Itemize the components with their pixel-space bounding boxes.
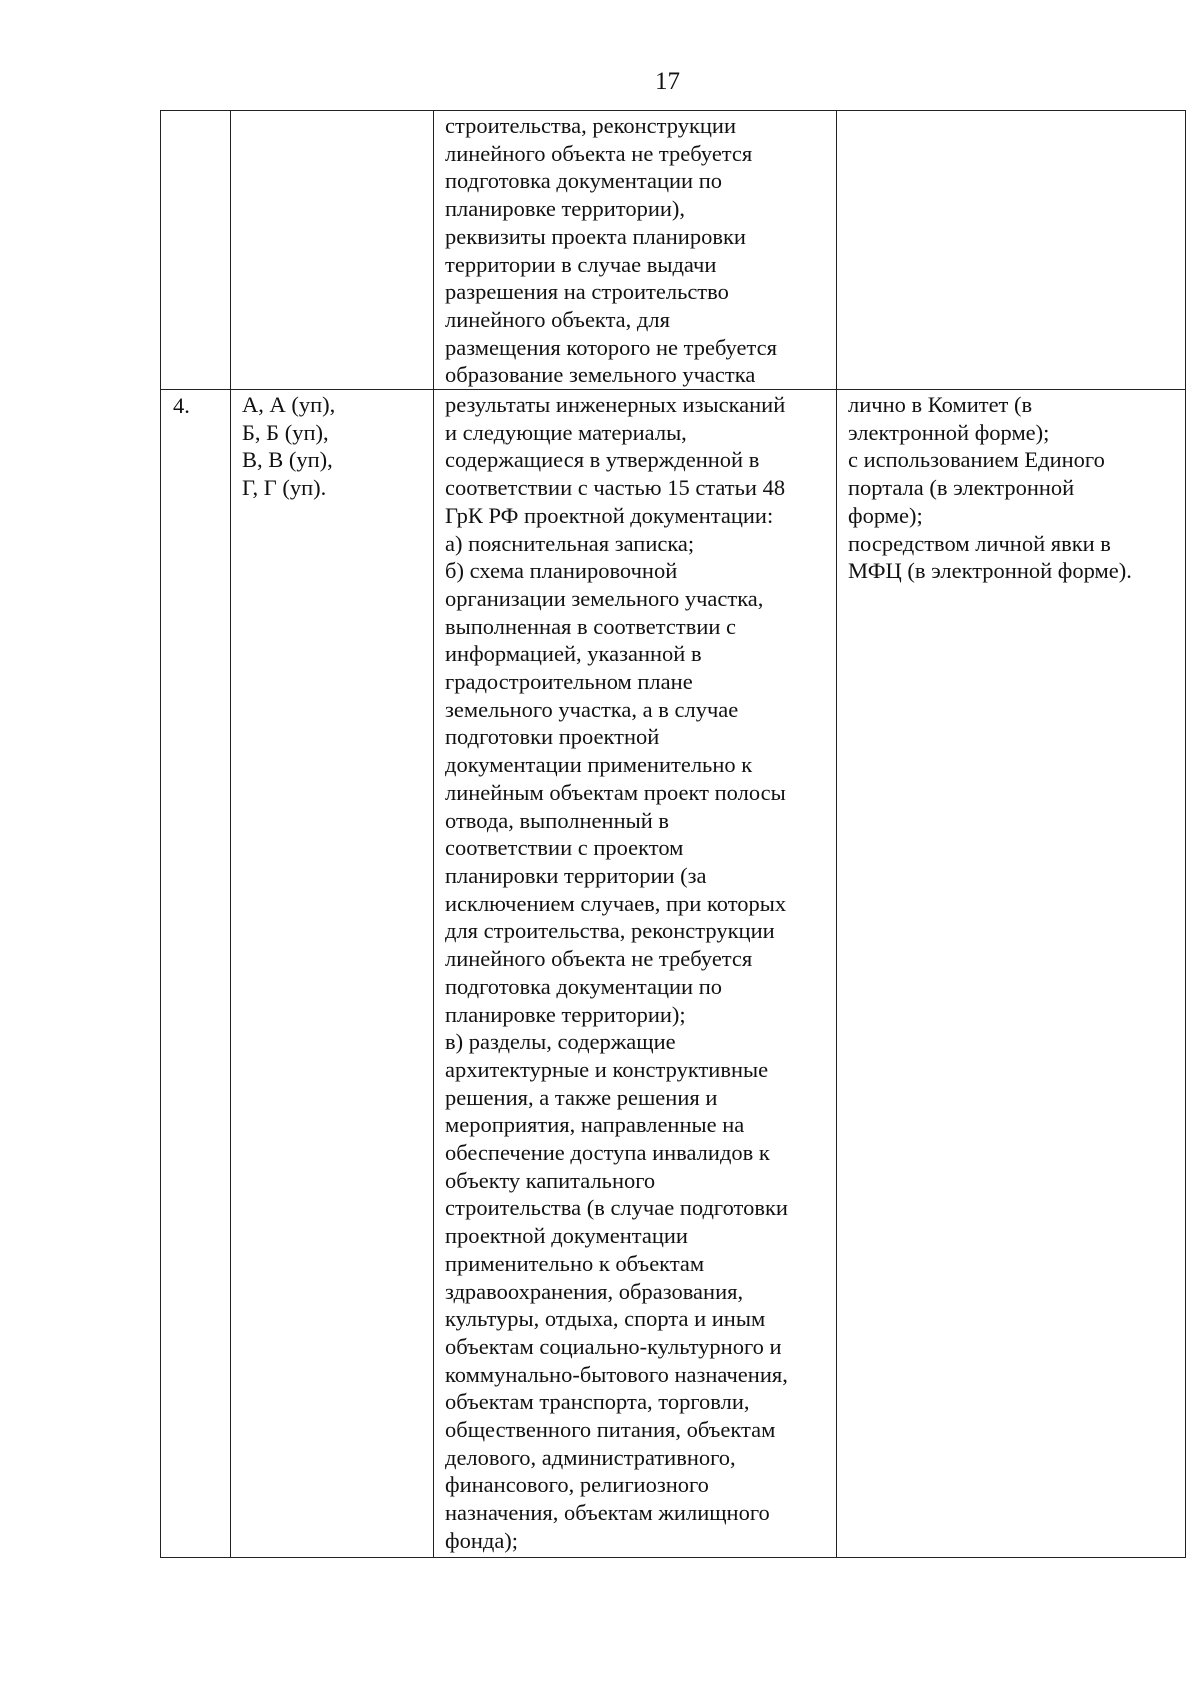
applicants-cell	[231, 111, 434, 390]
text-line: в) разделы, содержащие	[445, 1029, 676, 1055]
text-line: линейного объекта, для	[445, 306, 670, 332]
text-line: подготовки проектной	[445, 724, 660, 750]
text-line: подготовка документации по	[445, 973, 722, 999]
text-line: В, В (уп),	[242, 447, 333, 473]
text-line: мероприятия, направленные на	[445, 1112, 745, 1138]
text-line: ГрК РФ проектной документации:	[445, 502, 774, 528]
text-line: объекту капитального	[445, 1167, 656, 1193]
text-line: лично в Комитет (в	[848, 392, 1033, 418]
text-line: планировки территории (за	[445, 862, 707, 888]
applicants-cell	[231, 390, 434, 1558]
document-table	[160, 110, 1186, 1558]
text-line: размещения которого не требуется	[445, 334, 777, 360]
text-line: реквизиты проекта планировки	[445, 223, 746, 249]
text-line: строительства, реконструкции	[445, 113, 736, 138]
text-line: строительства (в случае подготовки	[445, 1195, 788, 1221]
text-line: применительно к объектам	[445, 1250, 705, 1276]
text-line: портала (в электронной	[848, 475, 1075, 501]
text-line: линейного объекта не требуется	[445, 946, 753, 972]
text-line: культуры, отдыха, спорта и иным	[445, 1306, 766, 1332]
text-line: для строительства, реконструкции	[445, 918, 775, 944]
text-line: соответствии с частью 15 статьи 48	[445, 475, 786, 501]
submission-methods-cell	[837, 111, 1186, 390]
text-line: исключением случаев, при которых	[445, 890, 787, 916]
text-line: обеспечение доступа инвалидов к	[445, 1140, 770, 1166]
text-line: б) схема планировочной	[445, 558, 678, 584]
text-line: планировке территории);	[445, 1001, 686, 1027]
text-line: объектам транспорта, торговли,	[445, 1389, 750, 1415]
text-line: территории в случае выдачи	[445, 251, 717, 277]
text-line: и следующие материалы,	[445, 419, 687, 445]
text-line: посредством личной явки в	[848, 530, 1111, 556]
text-line: разрешения на строительство	[445, 279, 729, 305]
text-line: земельного участка, а в случае	[445, 696, 739, 722]
text-line: выполненная в соответствии с	[445, 613, 737, 639]
text-line: объектам социально-культурного и	[445, 1333, 782, 1359]
text-line: с использованием Единого	[848, 447, 1105, 473]
text-line: общественного питания, объектам	[445, 1417, 776, 1443]
row-number-cell: 4.	[161, 390, 231, 1558]
text-line: результаты инженерных изысканий	[445, 392, 786, 418]
text-line: организации земельного участка,	[445, 585, 764, 611]
text-line: проектной документации	[445, 1223, 688, 1249]
text-line: А, А (уп),	[242, 392, 336, 418]
text-line: Б, Б (уп),	[242, 419, 329, 445]
text-line: планировке территории),	[445, 196, 686, 222]
text-line: отвода, выполненный в	[445, 807, 670, 833]
text-line: подготовка документации по	[445, 168, 722, 194]
table-row-4	[161, 390, 1186, 1558]
text-line: финансового, религиозного	[445, 1472, 709, 1498]
text-line: образование земельного участка	[445, 362, 756, 388]
text-line: линейного объекта не требуется	[445, 140, 753, 166]
page-number: 17	[655, 68, 680, 95]
text-line: делового, административного,	[445, 1444, 736, 1470]
text-line: соответствии с проектом	[445, 835, 684, 861]
text-line: содержащиеся в утвержденной в	[445, 447, 760, 473]
text-line: информацией, указанной в	[445, 641, 702, 667]
text-line: МФЦ (в электронной форме).	[848, 558, 1132, 584]
text-line: документации применительно к	[445, 752, 753, 778]
submission-methods-cell	[837, 390, 1186, 1558]
text-line: фонда);	[445, 1527, 519, 1553]
text-line: назначения, объектам жилищного	[445, 1500, 770, 1526]
text-line: электронной форме);	[848, 419, 1050, 445]
row-number-cell	[161, 111, 231, 390]
text-line: линейным объектам проект полосы	[445, 779, 786, 805]
documents-cell	[434, 390, 837, 1558]
text-line: форме);	[848, 502, 923, 528]
text-line: решения, а также решения и	[445, 1084, 718, 1110]
text-line: Г, Г (уп).	[242, 475, 327, 501]
text-line: градостроительном плане	[445, 669, 693, 695]
table-row-continued	[161, 111, 1186, 390]
text-line: здравоохранения, образования,	[445, 1278, 744, 1304]
text-line: архитектурные и конструктивные	[445, 1056, 769, 1082]
documents-cell	[434, 111, 837, 390]
text-line: а) пояснительная записка;	[445, 530, 695, 556]
text-line: коммунально-бытового назначения,	[445, 1361, 788, 1387]
